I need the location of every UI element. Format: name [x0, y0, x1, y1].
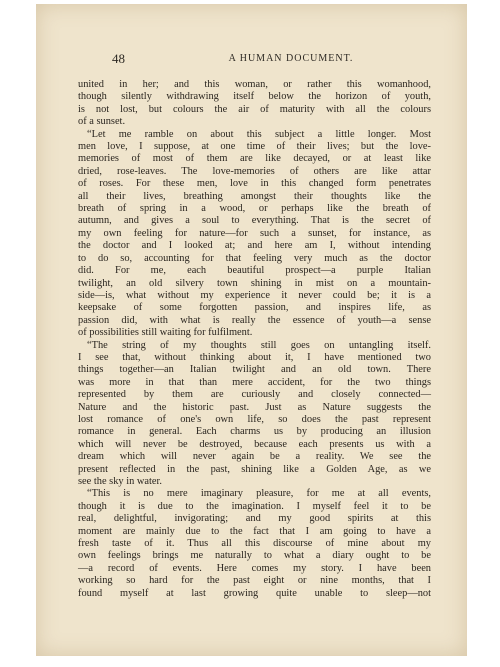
text-line: side—is, what without my experience it never could be; it is a	[78, 289, 431, 301]
text-line: the doctor and I looked at; and here am I, without intending	[78, 240, 431, 252]
text-line: was more in that than mere accident, for the two things	[78, 376, 431, 388]
text-line: fresh taste of it. Thus all this discourse of mine about my	[78, 538, 431, 550]
text-line: found myself at last growing quite unable to sleep—not	[78, 587, 431, 599]
text-line: is not lost, but colours the air of maturity with all the colours	[78, 103, 431, 115]
text-line: did. For me, each beautiful prospect—a purple Italian	[78, 265, 431, 277]
text-line: see the sky in water.	[78, 476, 162, 487]
text-line: things together—an Italian twilight and an old town. There	[78, 364, 431, 376]
text-line: my own feeling for nature—for such a sunset, for instance, as	[78, 227, 431, 239]
text-line: dream which will never again be a reality. We see the	[78, 451, 431, 463]
text-line: memories of most of them are like decayed, or at least like	[78, 153, 431, 165]
text-line: breath of spring in a wood, or perhaps like the breath of	[78, 203, 431, 215]
page-header	[112, 52, 470, 66]
text-line: keepsake of some forgotten passion, and inspires life, as	[78, 302, 431, 314]
text-line: Nature and the historic past. Just as Nature suggests the	[78, 401, 431, 413]
text-line: dried, rose-leaves. The love-memories of others are like attar	[78, 165, 431, 177]
text-line: men love, I suppose, at one time of their lives; but the love-	[78, 141, 431, 153]
text-line: autumn, and gives a soul to everything. That is the secret of	[78, 215, 431, 227]
text-line: real, delightful, invigorating; and my good spirits at this	[78, 513, 431, 525]
body-text	[78, 79, 431, 600]
text-line: of a sunset.	[78, 116, 126, 128]
text-line: “This is no mere imaginary pleasure, for me at all events,	[87, 488, 431, 500]
text-line: I see that, without thinking about it, I have mentioned two	[78, 351, 431, 363]
text-line: “Let me ramble on about this subject a little longer. Most	[87, 128, 431, 140]
text-line: of roses. For these men, love in this changed form penetrates	[78, 178, 431, 190]
text-line: to do so, accounting for that feeling very much as the doctor	[78, 252, 431, 264]
text-line: all their lives, breathing amongst their thoughts like the	[78, 190, 431, 202]
text-line: though silently withdrawing itself below the horizon of youth,	[78, 91, 431, 103]
text-line: twilight, an old silvery town shining in mist on a mountain-	[78, 277, 431, 289]
text-line: present reflected in the past, shining like a Golden Age, as we	[78, 463, 431, 475]
running-head: A HUMAN DOCUMENT.	[228, 53, 354, 64]
text-line: romance in general. Each charms us by producing an illusion	[78, 426, 431, 438]
text-line: of possibilities still waiting for fulfilment.	[78, 327, 253, 339]
text-line: passion did, with what is really the essence of youth—a sense	[78, 314, 431, 326]
text-line: lost romance of one's own life, so does the past represent	[78, 413, 431, 425]
text-line: though it is due to the imagination. I myself feel it to be	[78, 500, 431, 512]
text-line: “The string of my thoughts still goes on untangling itself.	[87, 339, 431, 351]
text-line: own feelings brings me naturally to what a diary ought to be	[78, 550, 431, 562]
text-line: —a record of events. Here comes my story. I have been	[78, 562, 431, 574]
text-line: working so hard for the past eight or nine months, that I	[78, 575, 431, 587]
text-line: represented by them are curiously and closely connected—	[78, 389, 431, 401]
text-line: which will never be destroyed, because each presents us with a	[78, 438, 431, 450]
page-number: 48	[112, 51, 125, 66]
text-line: moment are mainly due to the fact that I am going to have a	[78, 525, 431, 537]
text-line: united in her; and this woman, or rather this womanhood,	[78, 79, 431, 90]
